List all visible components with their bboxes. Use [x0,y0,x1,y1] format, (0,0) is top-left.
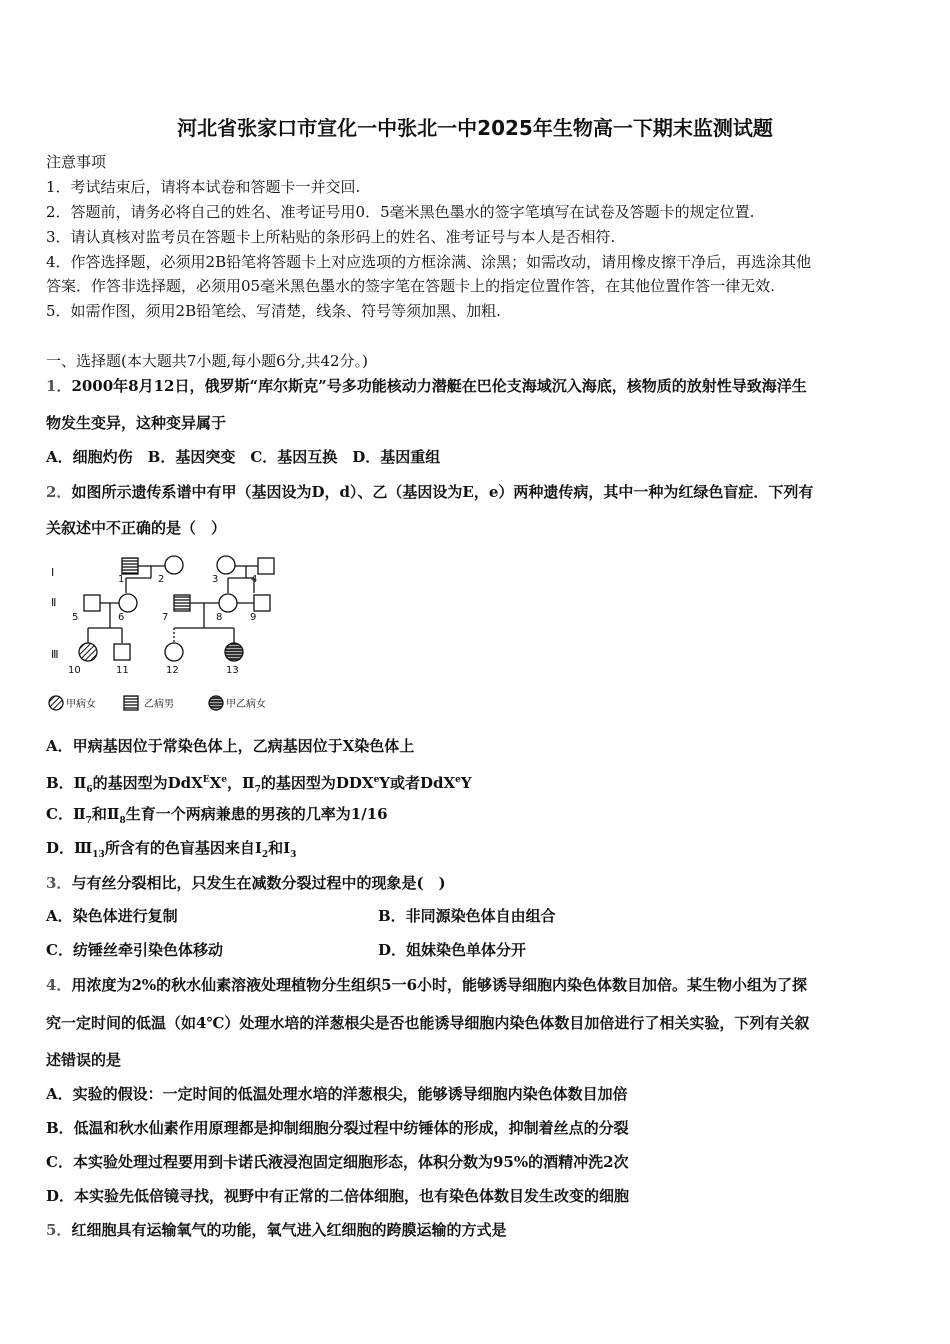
label-11: 11 [116,665,129,676]
individual-I2 [165,556,183,574]
individual-II9 [254,595,270,611]
individual-II6 [119,594,137,612]
question-5-number: 5． [46,1221,72,1239]
individual-I3 [217,556,235,574]
question-4-line1: 4．用浓度为2%的秋水仙素溶液处理植物分生组织5一6小时，能够诱导细胞内染色体数目加倍。某生物小组为了探 [46,976,808,994]
individual-III10 [79,643,97,661]
legend-label-jia-female: 甲病女 [66,699,96,710]
question-1-line1: 1．2000年8月12日，俄罗斯“库尔斯克”号多功能核动力潜艇在巴伦支海域沉入海底，核物质的放射性导致海洋生 [46,377,807,395]
label-7: 7 [162,612,169,623]
question-2-option-b: B．$Ⅱ_6$的基因型为DdX$^E$Xe，$Ⅱ_7$的基因型为DDXeY或者DdX$^e$Y [46,774,472,795]
question-2-option-d: D．$Ⅲ_{13}$所含有的色盲基因来自$I_2$和$I_3$ [46,839,297,860]
question-2-option-c: C．$Ⅱ_7$和$Ⅱ_8$生育一个两病兼患的男孩的几率为1/16 [46,805,388,826]
label-5: 5 [72,612,79,623]
generation-label-2: Ⅱ [51,596,57,609]
notice-item-3: 3．请认真核对监考员在答题卡上所粘贴的条形码上的姓名、准考证号与本人是否相符. [46,228,616,246]
question-2-line2: 关叙述中不正确的是（ ） [46,519,227,537]
individual-III12 [165,643,183,661]
question-2-line1: 2．如图所示遗传系谱中有甲（基因设为D，d）、乙（基因设为E，e）两种遗传病，其中一种为红绿色盲症．下列有 [46,483,814,501]
generation-label-1: Ⅰ [51,566,55,579]
individual-I1 [122,558,138,574]
question-3-option-c: C．纺锤丝牵引染色体移动 [46,941,223,959]
section-heading: 一、选择题(本大题共7小题,每小题6分,共42分。) [46,352,368,370]
label-3: 3 [212,574,219,585]
question-3-options-row1 [46,906,906,926]
question-3-options-row2 [46,940,906,960]
question-4-line3: 述错误的是 [46,1051,122,1069]
label-13: 13 [226,665,239,676]
page-title: 河北省张家口市宣化一中张北一中2025年生物高一下期末监测试题 [177,116,773,140]
individual-II8 [219,594,237,612]
legend-symbol-both-female [209,696,223,710]
notice-item-1: 1．考试结束后，请将本试卷和答题卡一并交回. [46,178,361,196]
question-2-number: 2． [46,483,72,501]
generation-label-3: Ⅲ [51,648,59,661]
question-1-line2: 物发生变异，这种变异属于 [46,414,227,432]
question-4-line2: 究一定时间的低温（如4℃）处理水培的洋葱根尖是否也能诱导细胞内染色体数目加倍进行了相关实验，下列有关叙 [46,1014,810,1032]
label-4: 4 [251,574,258,585]
label-6: 6 [118,612,125,623]
notice-heading: 注意事项 [46,153,107,171]
legend-symbol-jia-female [49,696,63,710]
individual-III11 [114,644,130,660]
label-2: 2 [158,574,165,585]
question-4-number: 4． [46,976,72,994]
individual-III13 [225,643,243,661]
question-5-stem: 5．红细胞具有运输氧气的功能，氧气进入红细胞的跨膜运输的方式是 [46,1221,507,1239]
legend-symbol-yi-male [124,696,138,710]
question-1-number: 1． [46,377,72,395]
question-4-option-b: B．低温和秋水仙素作用原理都是抑制细胞分裂过程中纺锤体的形成，抑制着丝点的分裂 [46,1119,629,1137]
label-12: 12 [166,665,179,676]
notice-item-4-cont: 答案．作答非选择题，必须用05毫米黑色墨水的签字笔在答题卡上的指定位置作答，在其他位置作答一律无效. [46,277,775,295]
individual-I4 [258,558,274,574]
individual-II5 [84,595,100,611]
question-3-option-d: D．姐妹染色单体分开 [378,941,527,959]
question-3-option-a: A．染色体进行复制 [46,907,178,925]
legend-label-both-female: 甲乙病女 [226,699,266,710]
individual-II7 [174,595,190,611]
label-10: 10 [68,665,81,676]
question-3-option-b: B．非同源染色体自由组合 [378,907,556,925]
notice-item-4: 4．作答选择题，必须用2B铅笔将答题卡上对应选项的方框涂满、涂黑；如需改动，请用橡皮擦干净后，再选涂其他 [46,253,812,271]
legend-label-yi-male: 乙病男 [144,699,174,710]
label-9: 9 [250,612,257,623]
question-4-option-a: A．实验的假设：一定时间的低温处理水培的洋葱根尖，能够诱导细胞内染色体数目加倍 [46,1085,628,1103]
pedigree-chart [44,548,294,720]
notice-item-5: 5．如需作图，须用2B铅笔绘、写清楚，线条、符号等须加黑、加粗. [46,302,501,320]
label-1: 1 [118,574,125,585]
question-4-option-c: C．本实验处理过程要用到卡诺氏液浸泡固定细胞形态，体积分数为95%的酒精冲洗2次 [46,1153,629,1171]
question-1-options: A．细胞灼伤 B．基因突变 C．基因互换 D．基因重组 [46,448,441,466]
question-3-stem: 3．与有丝分裂相比，只发生在减数分裂过程中的现象是( ) [46,874,446,892]
label-8: 8 [216,612,223,623]
notice-item-2: 2．答题前，请务必将自己的姓名、准考证号用0．5毫米黑色墨水的签字笔填写在试卷及答题卡的规定位置. [46,203,755,221]
question-4-option-d: D．本实验先低倍镜寻找，视野中有正常的二倍体细胞，也有染色体数目发生改变的细胞 [46,1187,630,1205]
question-2-option-a: A．甲病基因位于常染色体上，乙病基因位于X染色体上 [46,737,415,755]
question-3-number: 3． [46,874,72,892]
